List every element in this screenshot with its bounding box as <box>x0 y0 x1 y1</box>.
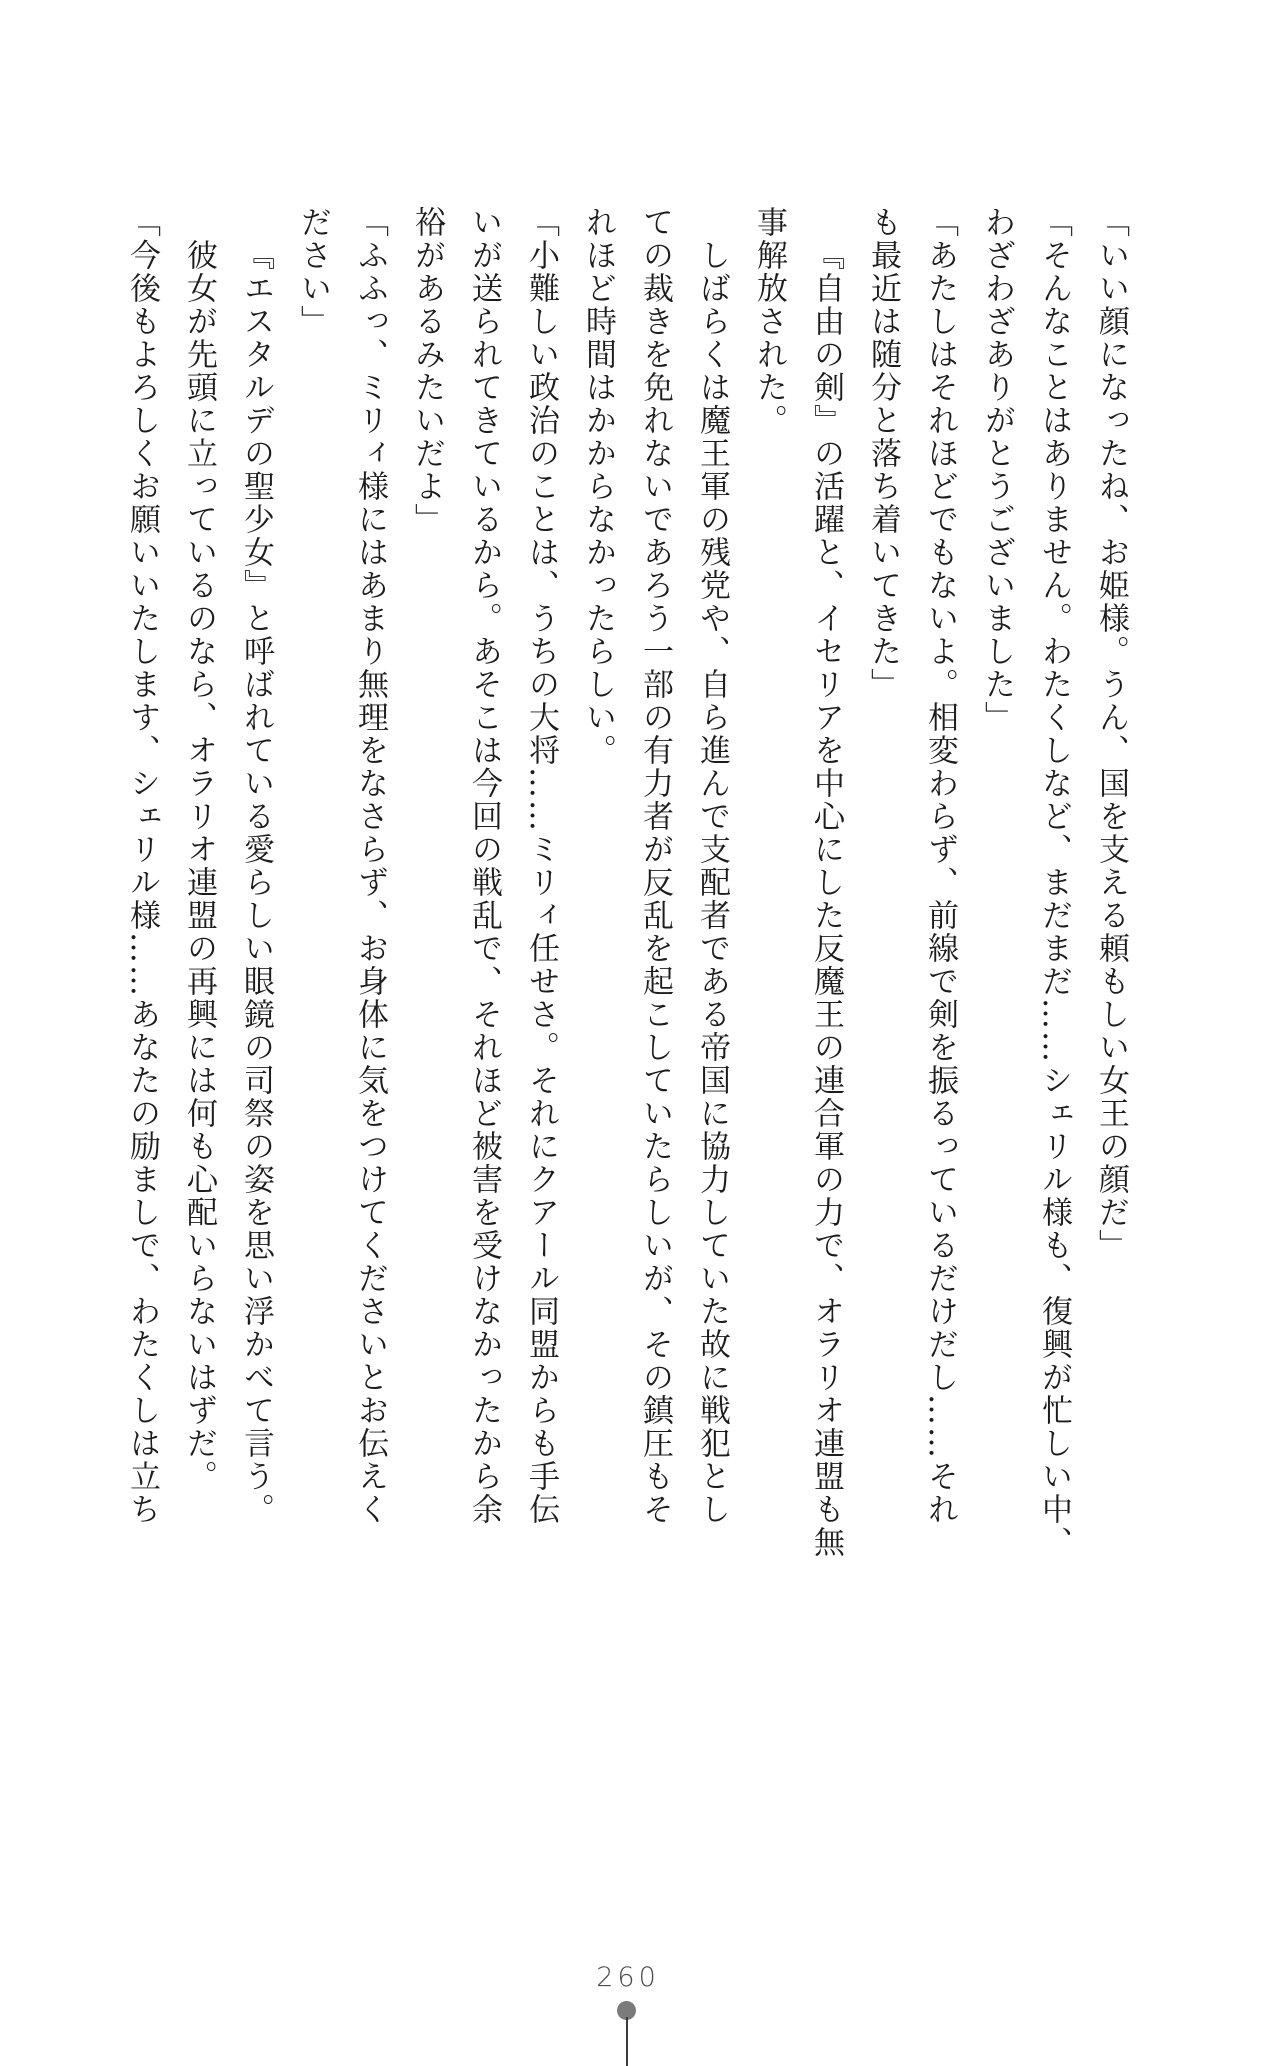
text-line: いが送られてきているから。あそこは今回の戦乱で、それほど被害を受けなかったから余 <box>466 206 502 1526</box>
text-line: ださい」 <box>295 206 331 338</box>
page-ornament-line <box>626 2017 628 2066</box>
page-text <box>113 206 1139 1574</box>
text-line: 「今後もよろしくお願いいたします、シェリル様……あなたの励ましで、わたくしは立ち <box>124 206 160 1526</box>
text-line: 彼女が先頭に立っているのなら、オラリオ連盟の再興には何も心配いらないはずだ。 <box>181 239 217 1493</box>
text-line: 「小難しい政治のことは、うちの大将……ミリィ任せさ。それにクアール同盟からも手伝 <box>523 206 559 1526</box>
text-line: れほど時間はかからなかったらしい。 <box>580 206 616 767</box>
text-line: 「いい顔になったね、お姫様。うん、国を支える頼もしい女王の顔だ」 <box>1093 206 1129 1262</box>
page-number: 260 <box>596 1962 660 1993</box>
text-line: ての裁きを免れないであろう一部の有力者が反乱を起こしていたらしいが、その鎮圧もそ <box>637 206 673 1526</box>
text-line: 『エスタルデの聖少女』と呼ばれている愛らしい眼鏡の司祭の姿を思い浮かべて言う。 <box>238 239 274 1526</box>
text-line: 「ふふっ、ミリィ様にはあまり無理をなさらず、お身体に気をつけてくださいとお伝えく <box>352 206 388 1526</box>
text-line: 裕があるみたいだよ」 <box>409 206 445 536</box>
text-line: 「あたしはそれほどでもないよ。相変わらず、前線で剣を振るっているだけだし……それ <box>922 206 958 1526</box>
text-line: 「そんなことはありません。わたくしなど、まだまだ……シェリル様も、復興が忙しい中、 <box>1036 206 1072 1559</box>
text-line: 『自由の剣』の活躍と、イセリアを中心にした反魔王の連合軍の力で、オラリオ連盟も無 <box>808 239 844 1559</box>
text-line: わざわざありがとうございました」 <box>979 206 1015 734</box>
text-line: 事解放された。 <box>751 206 787 437</box>
text-line: も最近は随分と落ち着いてきた」 <box>865 206 901 701</box>
text-line: しばらくは魔王軍の残党や、自ら進んで支配者である帝国に協力していた故に戦犯とし <box>694 239 730 1526</box>
